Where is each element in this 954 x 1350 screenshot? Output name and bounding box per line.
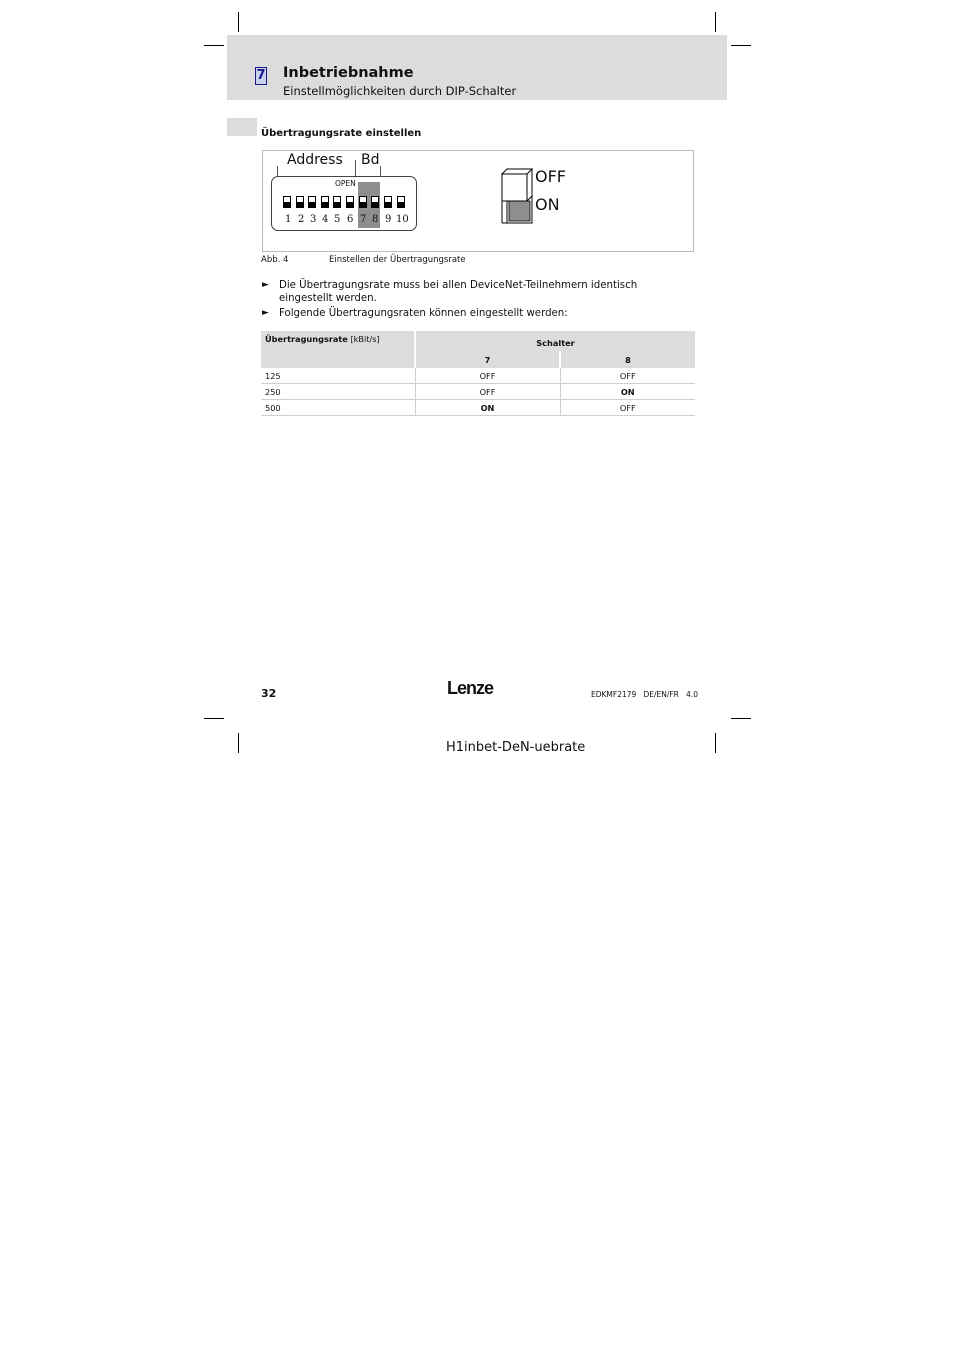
page-number: 32 <box>261 687 277 700</box>
switch-8-cell: ON <box>560 384 695 400</box>
chapter-subtitle: Einstellmöglichkeiten durch DIP-Schalter <box>283 84 517 98</box>
header-switch-7: 7 <box>415 351 560 368</box>
switch-number: 4 <box>322 214 329 225</box>
crop-mark <box>715 12 716 32</box>
crop-mark <box>204 45 224 46</box>
toggle-switch-diagram <box>501 168 533 224</box>
rate-cell: 250 <box>261 384 415 400</box>
figure-caption-text: Einstellen der Übertragungsrate <box>329 255 466 265</box>
label-bd: Bd <box>361 152 380 168</box>
dip-switch-1 <box>283 196 291 208</box>
bullet-marker: ► <box>262 280 269 290</box>
lenze-logo: Lenze <box>447 678 494 698</box>
header-rate-unit: [kBit/s] <box>347 334 380 344</box>
header-rate-cell <box>261 331 415 368</box>
table-row <box>261 384 695 400</box>
switch-number: 8 <box>372 214 379 225</box>
switch-8-cell: OFF <box>560 400 695 416</box>
switch-number: 6 <box>347 214 354 225</box>
switch-7-cell: OFF <box>415 384 560 400</box>
side-marker <box>227 118 257 136</box>
figure-caption-number: Abb. 4 <box>261 255 289 265</box>
toggle-off-label: OFF <box>535 167 566 186</box>
dip-switch-2 <box>296 196 304 208</box>
rate-cell: 500 <box>261 400 415 416</box>
dip-switch-3 <box>308 196 316 208</box>
chapter-title: Inbetriebnahme <box>283 65 414 81</box>
section-heading: Übertragungsrate einstellen <box>261 128 422 139</box>
baud-rate-table <box>261 331 695 416</box>
switch-number: 1 <box>285 214 292 225</box>
header-switch: Schalter <box>536 337 575 348</box>
dip-switch-10 <box>397 196 405 208</box>
switch-number: 5 <box>334 214 341 225</box>
rate-cell: 125 <box>261 368 415 384</box>
header-switch-8: 8 <box>625 354 631 365</box>
dip-open-label: OPEN <box>335 179 356 188</box>
crop-mark <box>238 12 239 32</box>
address-leader-line <box>355 160 356 177</box>
switch-number: 7 <box>360 214 367 225</box>
header-rate-label: Übertragungsrate <box>265 334 348 344</box>
toggle-on-label: ON <box>535 195 560 214</box>
dip-switch-6 <box>346 196 354 208</box>
switch-number: 9 <box>385 214 392 225</box>
dip-switch-9 <box>384 196 392 208</box>
crop-mark <box>715 733 716 753</box>
crop-mark <box>731 718 751 719</box>
table-row <box>261 400 695 416</box>
bullet-text: Folgende Übertragungsraten können eingestellt werden: <box>279 308 568 319</box>
document-id: EDKMF2179 DE/EN/FR 4.0 <box>591 690 698 699</box>
dip-switch-8 <box>371 196 379 208</box>
dip-switch-4 <box>321 196 329 208</box>
switch-number: 2 <box>298 214 305 225</box>
bullet-text: Die Übertragungsrate muss bei allen DeviceNet-Teilnehmern identisch eingestellt werden. <box>279 280 638 304</box>
file-name: H1inbet-DeN-uebrate <box>446 740 586 755</box>
bullet-marker: ► <box>262 308 269 318</box>
switch-number: 10 <box>396 214 409 225</box>
switch-number: 3 <box>310 214 317 225</box>
crop-mark <box>731 45 751 46</box>
crop-mark <box>238 733 239 753</box>
table-row <box>261 368 695 384</box>
crop-mark <box>204 718 224 719</box>
switch-8-cell: OFF <box>560 368 695 384</box>
switch-7-cell: OFF <box>415 368 560 384</box>
label-address: Address <box>287 152 343 168</box>
dip-switch-5 <box>333 196 341 208</box>
chapter-number: 7 <box>256 68 266 83</box>
dip-switch-7 <box>359 196 367 208</box>
switch-7-cell: ON <box>415 400 560 416</box>
